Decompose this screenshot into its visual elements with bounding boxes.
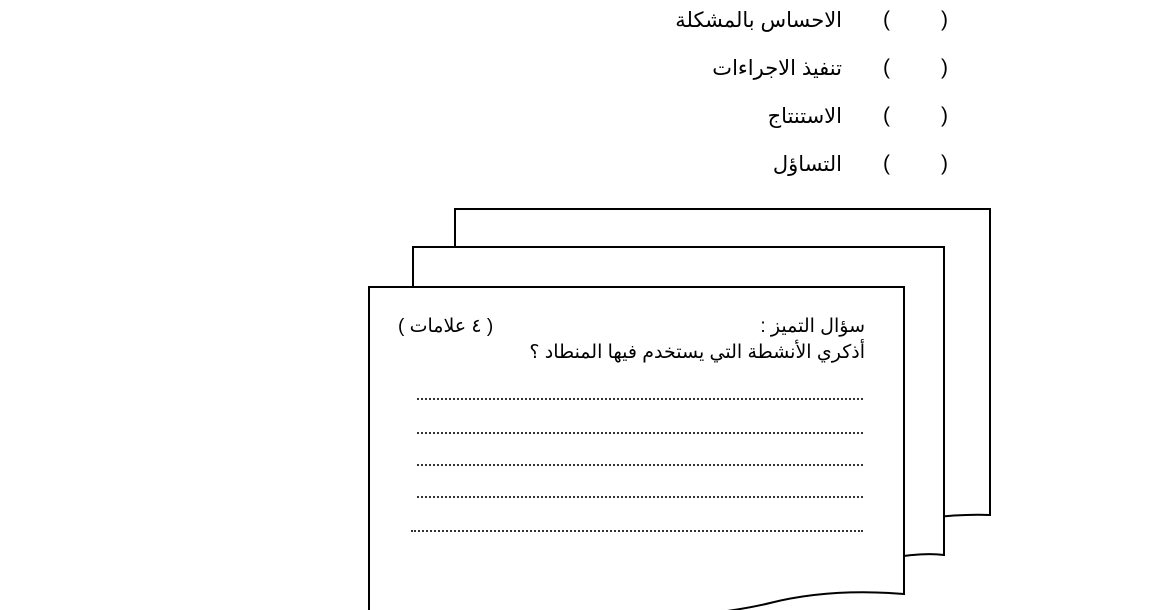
- answer-line[interactable]: [417, 424, 863, 434]
- option-label: تنفيذ الاجراءات: [712, 57, 842, 80]
- question-text: أذكري الأنشطة التي يستخدم فيها المنطاد ؟: [529, 342, 865, 363]
- marks-label: ( ٤ علامات ): [398, 316, 494, 337]
- card-heading: سؤال التميز :: [760, 316, 865, 337]
- option-blank-close: ): [883, 104, 890, 127]
- answer-line[interactable]: [417, 456, 863, 466]
- option-blank-close: ): [883, 152, 890, 175]
- option-label: التساؤل: [772, 153, 842, 176]
- option-blank-open: (: [941, 8, 948, 31]
- answer-line[interactable]: [417, 390, 863, 400]
- option-blank-close: ): [883, 56, 890, 79]
- answer-line[interactable]: [417, 488, 863, 498]
- option-blank-close: ): [883, 8, 890, 31]
- option-label: الاستنتاج: [767, 105, 842, 128]
- option-label: الاحساس بالمشكلة: [675, 9, 842, 32]
- option-blank-open: (: [941, 104, 948, 127]
- answer-line[interactable]: [411, 522, 863, 532]
- option-blank-open: (: [941, 56, 948, 79]
- option-blank-open: (: [941, 152, 948, 175]
